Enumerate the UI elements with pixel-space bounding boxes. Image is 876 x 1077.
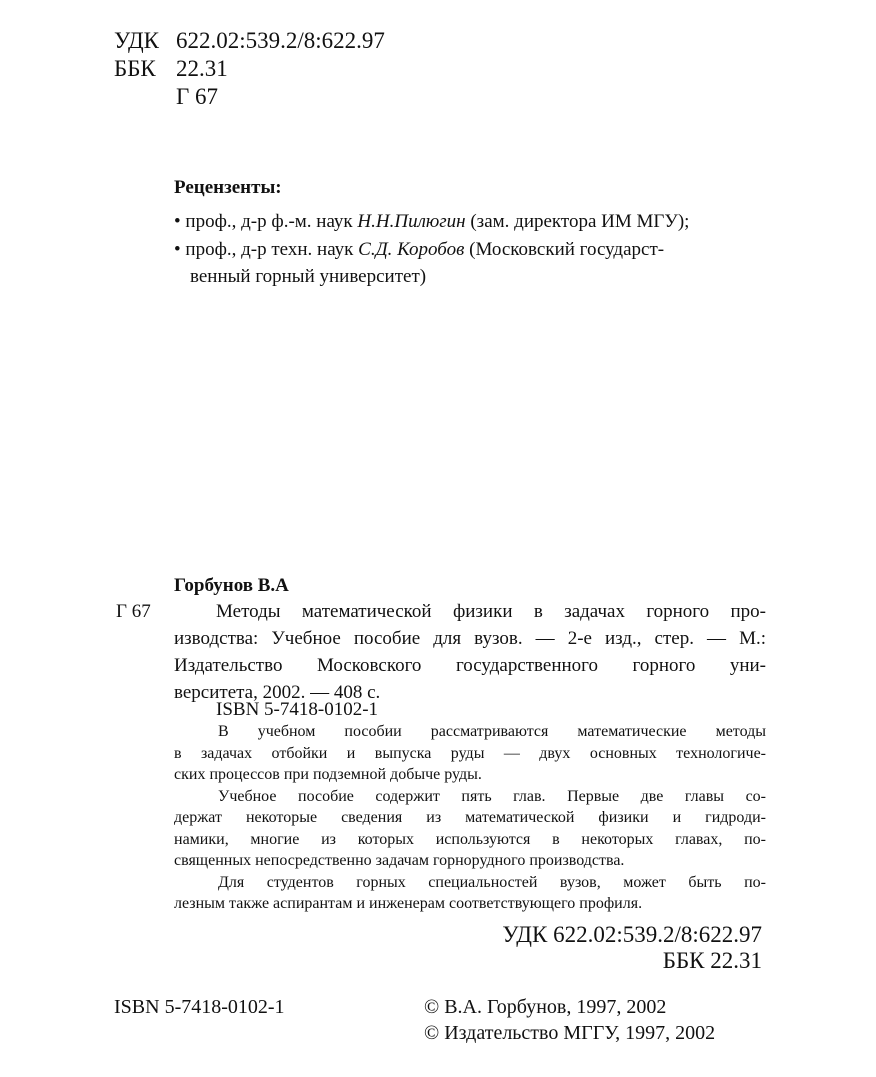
annotation-line: намики, многие из которых используются в некоторых главах, по- — [174, 830, 766, 848]
record-line: Издательство Московского государственного горного уни- — [174, 655, 766, 676]
annotation-line: держат некоторые сведения из математической физики и гидроди- — [174, 809, 766, 826]
bbk-label: ББК — [114, 56, 156, 81]
reviewer-degree: проф., д-р техн. наук — [185, 239, 354, 260]
reviewer-affiliation-cont: венный горный университет) — [190, 266, 427, 287]
annotation — [174, 721, 766, 915]
record-author: Горбунов В.А — [174, 575, 289, 596]
reviewer-name: С.Д. Коробов — [358, 239, 465, 260]
reviewer-name: Н.Н.Пилюгин — [357, 211, 466, 232]
reviewer-degree: проф., д-р ф.-м. наук — [185, 211, 353, 232]
bullet-icon: • — [174, 239, 181, 260]
bbk-line — [114, 56, 228, 82]
udk-line — [114, 28, 385, 54]
copyright-author: © В.А. Горбунов, 1997, 2002 — [424, 996, 667, 1018]
annotation-line: в задачах отбойки и выпуска руды — двух основных технологиче- — [174, 744, 766, 762]
annotation-line: В учебном пособии рассматриваются математические методы — [218, 723, 766, 740]
annotation-line: ских процессов при подземной добыче руды. — [174, 766, 482, 783]
author-mark: Г 67 — [176, 84, 219, 109]
udk-bottom: УДК 622.02:539.2/8:622.97 — [502, 922, 762, 947]
record-line: Методы математической физики в задачах горного про- — [216, 601, 766, 622]
record-isbn: ISBN 5-7418-0102-1 — [216, 699, 379, 720]
annotation-line: лезным также аспирантам и инженерам соответствующего профиля. — [174, 895, 643, 912]
copyright-publisher: © Издательство МГГУ, 1997, 2002 — [424, 1022, 716, 1044]
reviewer-item — [174, 239, 664, 261]
reviewer-item — [174, 211, 689, 233]
record-description — [174, 598, 766, 706]
bullet-icon: • — [174, 211, 181, 232]
reviewer-affiliation: (зам. директора ИМ МГУ); — [470, 211, 690, 232]
annotation-line: Учебное пособие содержит пять глав. Первые две главы со- — [218, 787, 766, 805]
bbk-value: 22.31 — [176, 56, 228, 81]
annotation-line: священных непосредственно задачам горнорудного производства. — [174, 852, 625, 869]
bbk-bottom: ББК 22.31 — [662, 948, 762, 973]
annotation-line: Для студентов горных специальностей вузов, может быть по- — [218, 873, 766, 891]
udk-label: УДК — [114, 28, 159, 53]
reviewer-affiliation: (Московский государст- — [469, 239, 665, 260]
record-line: изводства: Учебное пособие для вузов. — 2-е изд., стер. — М.: — [174, 628, 766, 649]
footer-isbn: ISBN 5-7418-0102-1 — [114, 996, 285, 1018]
record-code: Г 67 — [116, 601, 151, 622]
reviewers-title: Рецензенты: — [174, 177, 282, 198]
record-line: верситета, 2002. — 408 с. — [174, 682, 381, 703]
udk-value: 622.02:539.2/8:622.97 — [176, 28, 385, 53]
